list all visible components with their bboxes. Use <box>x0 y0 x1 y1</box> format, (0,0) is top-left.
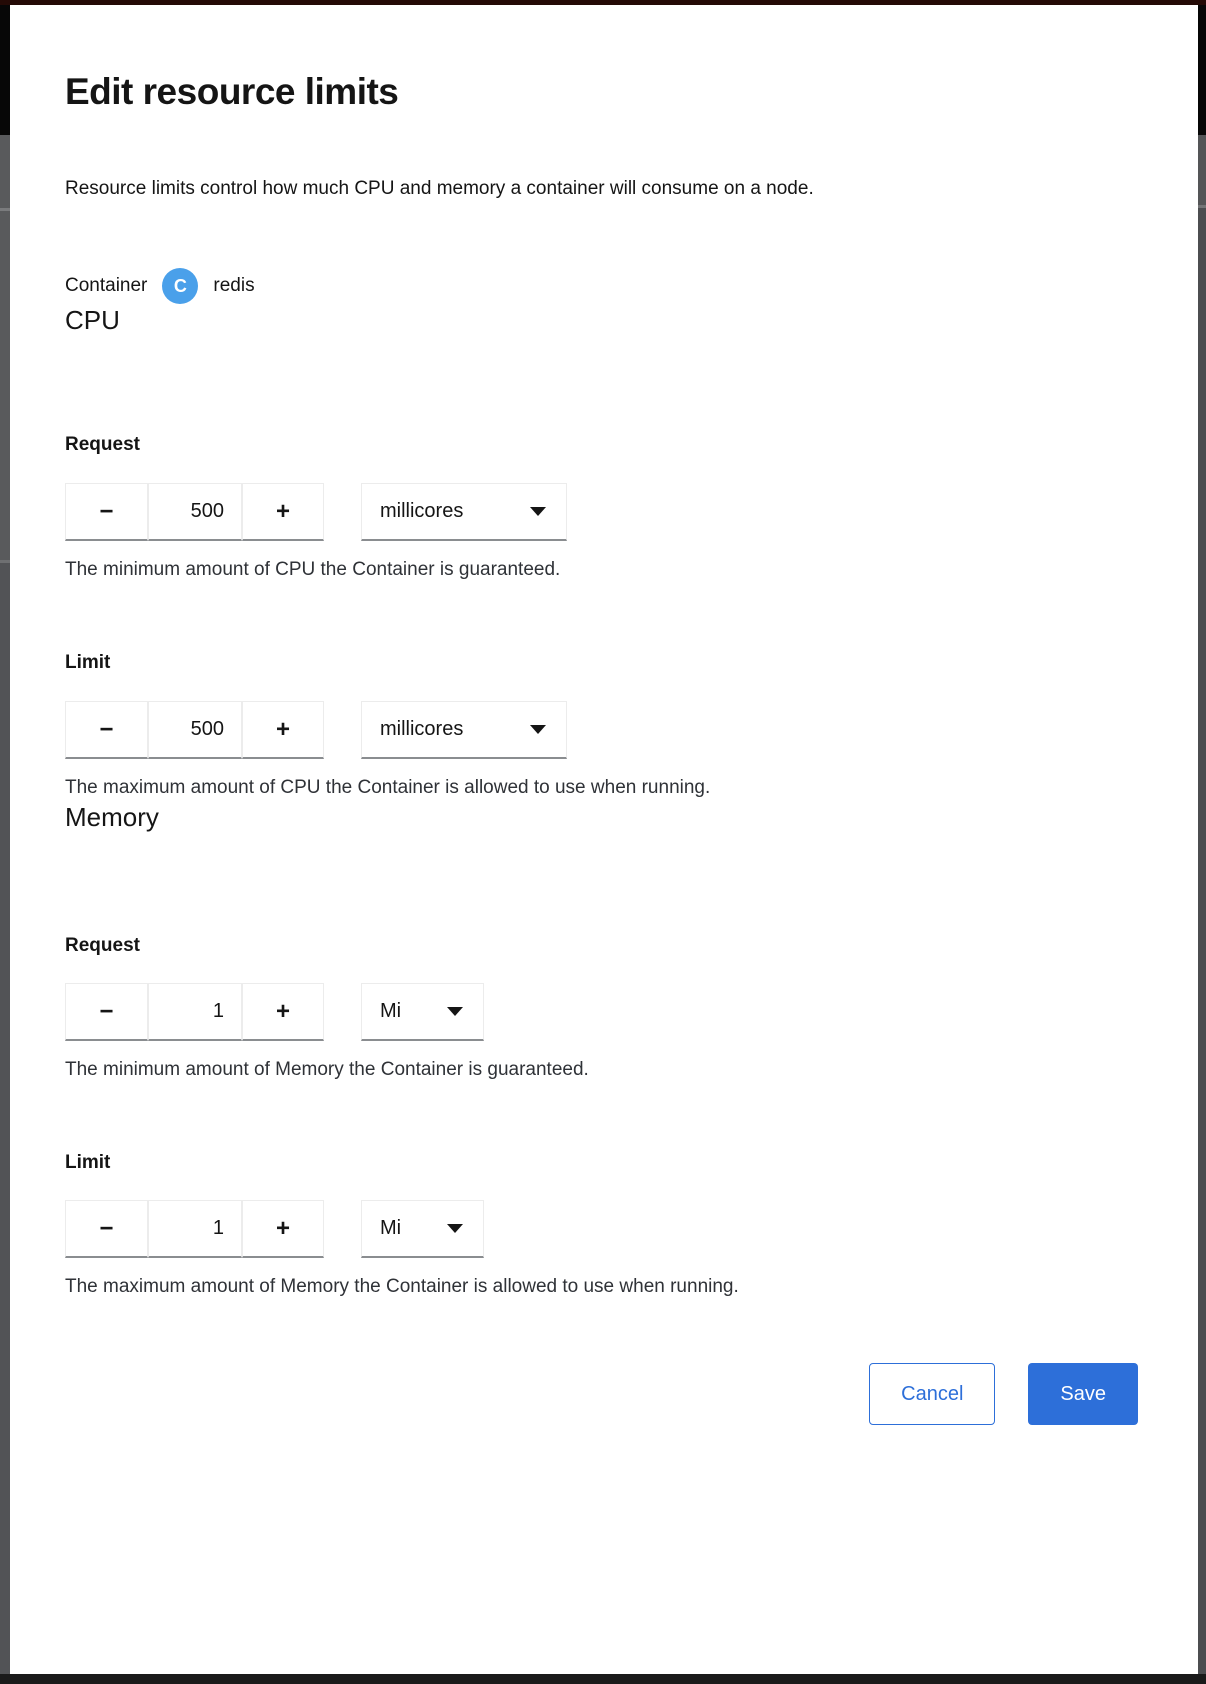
minus-icon: − <box>99 497 114 525</box>
memory-request-controls <box>65 983 1138 1041</box>
cpu-request-helper-text: The minimum amount of CPU the Container is guaranteed. <box>65 559 561 580</box>
save-button[interactable]: Save <box>1028 1363 1138 1425</box>
memory-request-unit-select[interactable] <box>361 983 484 1041</box>
plus-icon: + <box>275 715 290 743</box>
modal-footer <box>65 1363 1138 1425</box>
cancel-button[interactable]: Cancel <box>869 1363 995 1425</box>
memory-limit-controls <box>65 1200 1138 1258</box>
memory-request-label: Request <box>65 935 140 956</box>
memory-section-heading: Memory <box>65 802 159 832</box>
caret-down-icon <box>530 725 546 734</box>
memory-request-increment-button[interactable] <box>242 983 324 1041</box>
cpu-limit-increment-button[interactable] <box>242 701 324 759</box>
plus-icon: + <box>275 1214 290 1242</box>
minus-icon: − <box>99 1214 114 1242</box>
container-row <box>65 268 1138 304</box>
container-name: redis <box>213 275 255 296</box>
plus-icon: + <box>275 997 290 1025</box>
memory-request-value-input[interactable] <box>148 983 242 1041</box>
memory-limit-increment-button[interactable] <box>242 1200 324 1258</box>
cpu-request-value-input[interactable] <box>148 483 242 541</box>
minus-icon: − <box>99 715 114 743</box>
memory-limit-decrement-button[interactable] <box>65 1200 148 1258</box>
cpu-limit-unit-value: millicores <box>380 718 464 740</box>
cpu-request-increment-button[interactable] <box>242 483 324 541</box>
cpu-limit-helper-text: The maximum amount of CPU the Container is allowed to use when running. <box>65 777 711 798</box>
edit-resource-limits-modal <box>10 5 1198 1674</box>
memory-limit-unit-select[interactable] <box>361 1200 484 1258</box>
cpu-limit-unit-select[interactable] <box>361 701 567 759</box>
caret-down-icon <box>530 507 546 516</box>
cpu-limit-controls <box>65 701 1138 759</box>
caret-down-icon <box>447 1007 463 1016</box>
backdrop-bottom-strip <box>0 1674 1206 1684</box>
cpu-limit-value-input[interactable] <box>148 701 242 759</box>
cpu-limit-label: Limit <box>65 652 111 673</box>
cpu-request-controls <box>65 483 1138 541</box>
memory-request-helper-text: The minimum amount of Memory the Container is guaranteed. <box>65 1059 589 1080</box>
caret-down-icon <box>447 1224 463 1233</box>
cpu-section-heading: CPU <box>65 305 120 335</box>
memory-request-unit-value: Mi <box>380 1000 402 1022</box>
memory-limit-label: Limit <box>65 1152 111 1173</box>
backdrop-left-strip <box>0 5 10 1674</box>
container-label: Container <box>65 275 148 296</box>
container-badge-letter: C <box>173 275 187 296</box>
modal-description: Resource limits control how much CPU and memory a container will consume on a node. <box>65 178 814 199</box>
cpu-limit-decrement-button[interactable] <box>65 701 148 759</box>
memory-request-decrement-button[interactable] <box>65 983 148 1041</box>
cpu-request-unit-select[interactable] <box>361 483 567 541</box>
memory-limit-helper-text: The maximum amount of Memory the Container is allowed to use when running. <box>65 1276 739 1297</box>
memory-limit-unit-value: Mi <box>380 1217 402 1239</box>
cpu-request-unit-value: millicores <box>380 500 464 522</box>
backdrop-right-strip <box>1198 5 1206 1674</box>
modal-title: Edit resource limits <box>65 71 399 112</box>
container-badge-icon <box>162 268 198 304</box>
cpu-request-decrement-button[interactable] <box>65 483 148 541</box>
plus-icon: + <box>275 497 290 525</box>
cpu-request-label: Request <box>65 434 140 455</box>
minus-icon: − <box>99 997 114 1025</box>
memory-limit-value-input[interactable] <box>148 1200 242 1258</box>
